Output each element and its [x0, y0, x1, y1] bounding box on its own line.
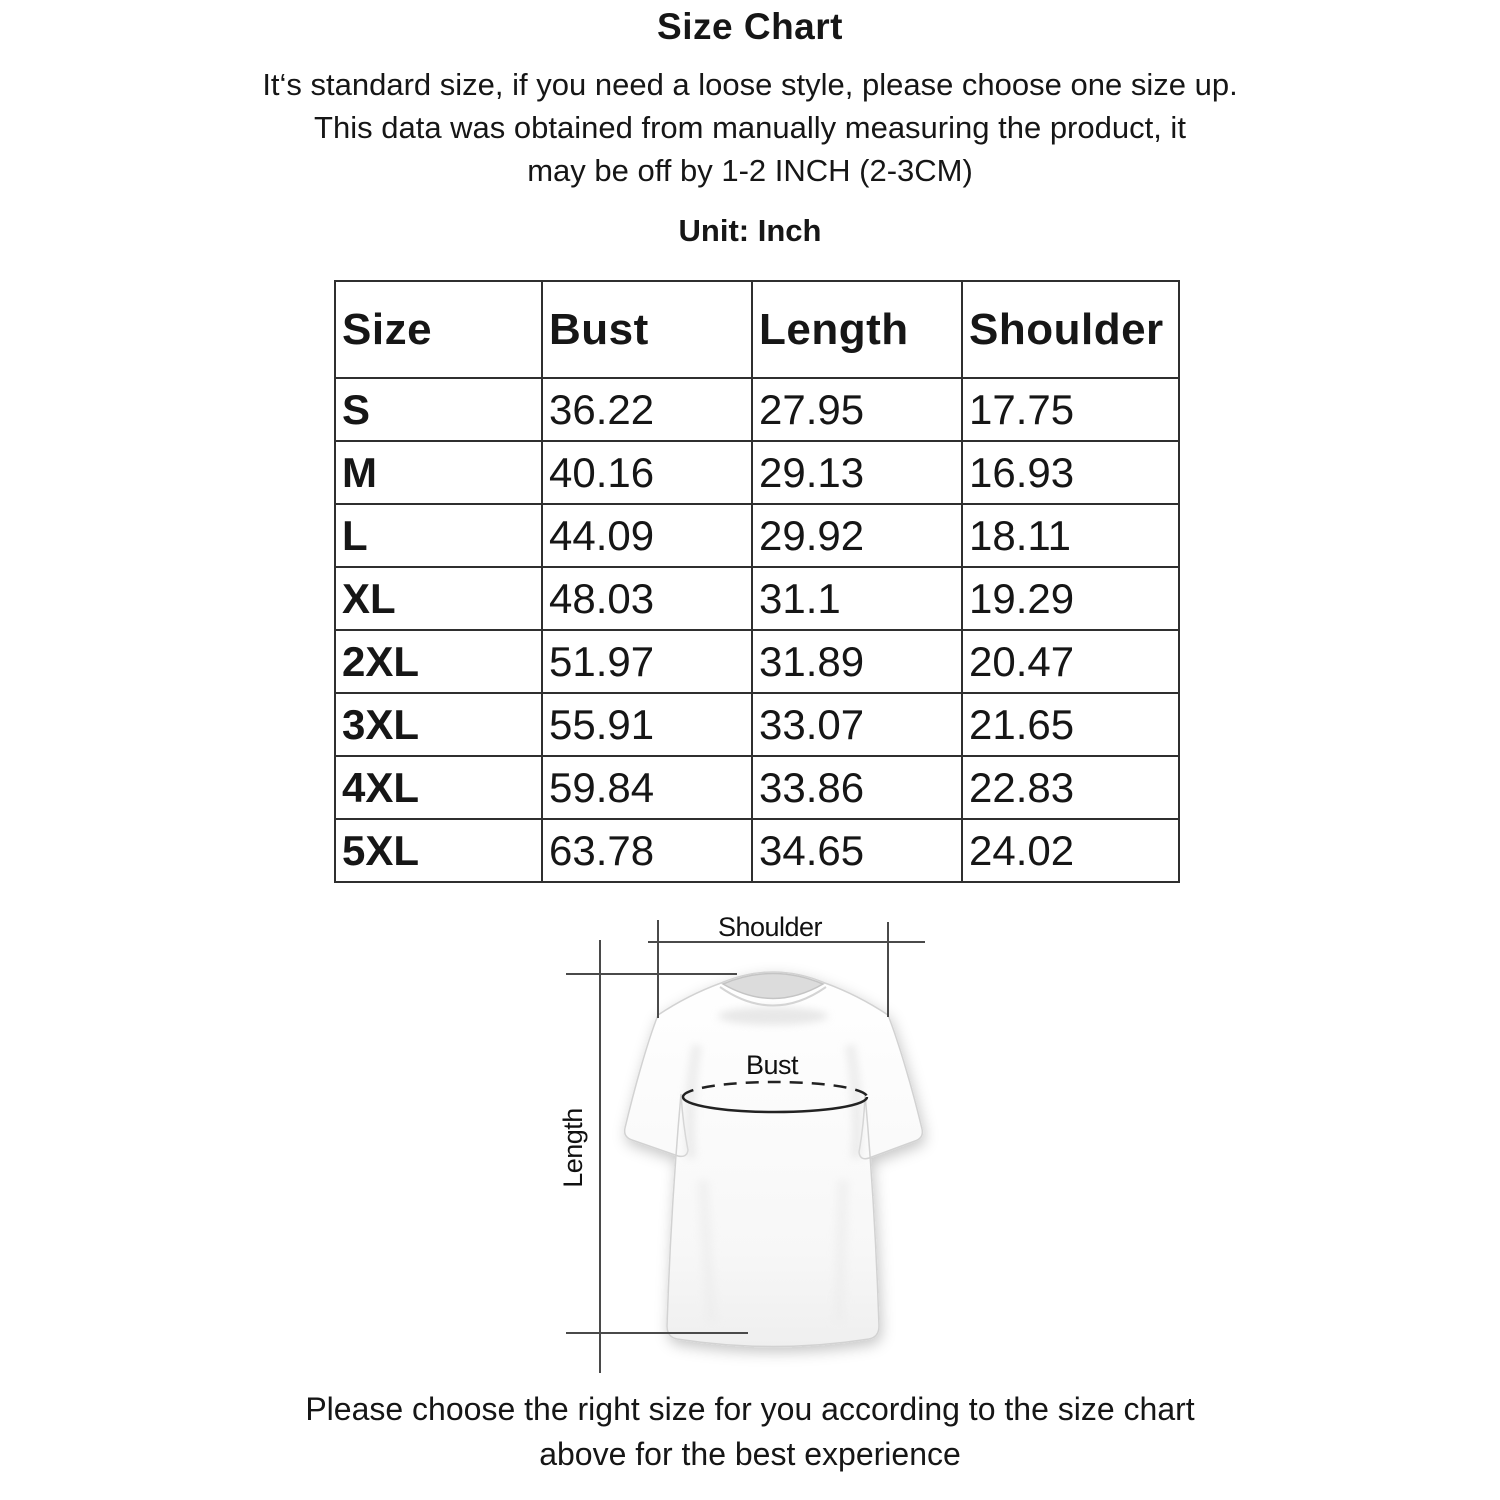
- size-cell: M: [335, 441, 542, 504]
- column-header-bust: Bust: [542, 281, 752, 378]
- shoulder-cell: 22.83: [962, 756, 1179, 819]
- table-row: [335, 630, 1179, 693]
- shoulder-cell: 20.47: [962, 630, 1179, 693]
- bust-cell: 59.84: [542, 756, 752, 819]
- bust-label: Bust: [745, 1050, 799, 1080]
- size-cell: S: [335, 378, 542, 441]
- table-row: [335, 756, 1179, 819]
- length-cell: 33.86: [752, 756, 962, 819]
- column-header-shoulder: Shoulder: [962, 281, 1179, 378]
- table-row: [335, 693, 1179, 756]
- shoulder-cell: 16.93: [962, 441, 1179, 504]
- bust-cell: 44.09: [542, 504, 752, 567]
- table-row: [335, 378, 1179, 441]
- shoulder-cell: 21.65: [962, 693, 1179, 756]
- bust-cell: 51.97: [542, 630, 752, 693]
- shoulder-cell: 17.75: [962, 378, 1179, 441]
- length-label: Length: [558, 1108, 588, 1188]
- size-cell: XL: [335, 567, 542, 630]
- length-cell: 27.95: [752, 378, 962, 441]
- table-row: [335, 504, 1179, 567]
- footer-line: above for the best experience: [539, 1436, 961, 1472]
- shoulder-cell: 24.02: [962, 819, 1179, 882]
- footer-line: Please choose the right size for you according to the size chart: [305, 1391, 1195, 1427]
- size-cell: L: [335, 504, 542, 567]
- bust-cell: 48.03: [542, 567, 752, 630]
- description-line: may be off by 1-2 INCH (2-3CM): [527, 153, 973, 188]
- description-line: This data was obtained from manually measuring the product, it: [314, 110, 1186, 145]
- page-title: Size Chart: [657, 6, 843, 47]
- bust-cell: 63.78: [542, 819, 752, 882]
- tshirt-measurement-diagram: [540, 895, 960, 1380]
- length-cell: 31.1: [752, 567, 962, 630]
- size-chart-table: [334, 280, 1180, 883]
- bust-cell: 55.91: [542, 693, 752, 756]
- shoulder-cell: 19.29: [962, 567, 1179, 630]
- column-header-length: Length: [752, 281, 962, 378]
- tshirt-body: [625, 972, 923, 1347]
- length-cell: 29.13: [752, 441, 962, 504]
- size-disclaimer: [0, 63, 1500, 192]
- length-cell: 31.89: [752, 630, 962, 693]
- unit-label: Unit: Inch: [678, 213, 822, 248]
- table-row: [335, 819, 1179, 882]
- table-header-row: [335, 281, 1179, 378]
- size-cell: 2XL: [335, 630, 542, 693]
- footer-note: [0, 1387, 1500, 1477]
- shoulder-label: Shoulder: [717, 912, 823, 942]
- size-cell: 4XL: [335, 756, 542, 819]
- length-cell: 29.92: [752, 504, 962, 567]
- shoulder-cell: 18.11: [962, 504, 1179, 567]
- bust-cell: 40.16: [542, 441, 752, 504]
- tshirt-graphic: [625, 972, 923, 1347]
- description-line: It‘s standard size, if you need a loose style, please choose one size up.: [262, 67, 1238, 102]
- bust-cell: 36.22: [542, 378, 752, 441]
- table-row: [335, 567, 1179, 630]
- size-cell: 5XL: [335, 819, 542, 882]
- table-row: [335, 441, 1179, 504]
- length-cell: 34.65: [752, 819, 962, 882]
- length-cell: 33.07: [752, 693, 962, 756]
- column-header-size: Size: [335, 281, 542, 378]
- size-cell: 3XL: [335, 693, 542, 756]
